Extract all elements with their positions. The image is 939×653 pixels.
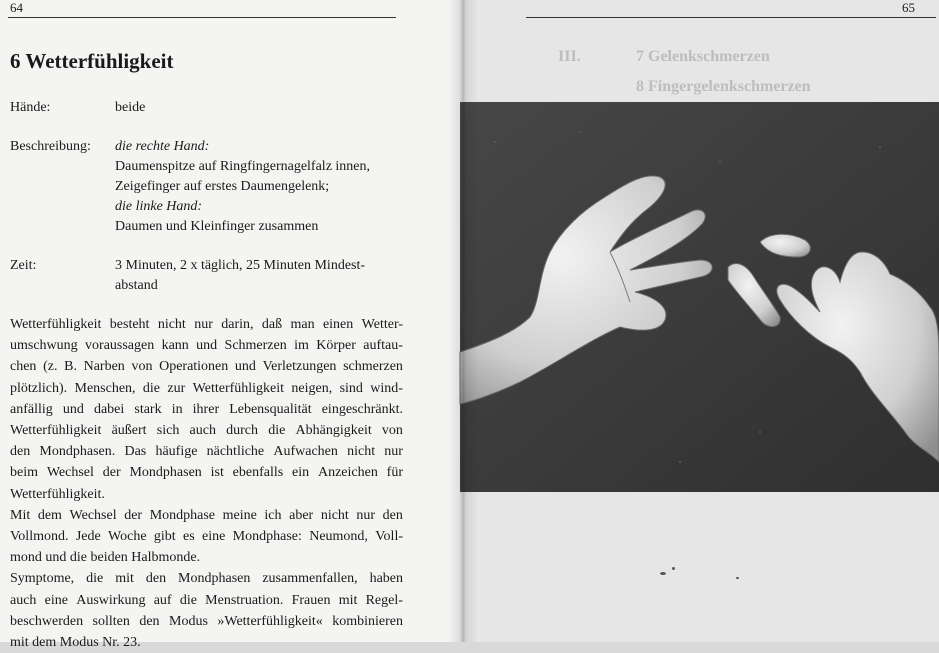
field-beschreibung-label: Beschreibung: (10, 139, 91, 154)
left-hand-line: Daumen und Kleinfinger zusammen (115, 219, 319, 234)
page-speck (660, 572, 666, 575)
left-header-rule (8, 17, 396, 18)
body-line: chen (z. B. Narben von Operationen und Verletzungen schmerzen (10, 359, 403, 375)
body-line: Mit dem Wechsel der Mondphase meine ich aber nicht nur den (10, 507, 403, 523)
hands-illustration (460, 102, 939, 492)
bleed-through-text: 7 Gelenkschmerzen (636, 48, 770, 65)
left-hand-heading: die linke Hand: (115, 199, 203, 214)
body-line: Wetterfühligkeit. (10, 486, 105, 502)
field-beschreibung-value (115, 137, 415, 237)
body-line: Wetterfühligkeit besteht nicht nur darin, daß man einen Wetter- (10, 317, 403, 332)
body-line: beschwerden sollten den Modus »Wetterfühligkeit« kombinieren (10, 613, 403, 629)
page-speck (672, 567, 675, 570)
field-zeit-label: Zeit: (10, 258, 37, 273)
body-line: umschwung voraussagen kann und Schmerzen im Körper auftau- (10, 338, 403, 354)
right-page (460, 0, 939, 642)
body-line: mit dem Modus Nr. 23. (10, 635, 141, 651)
field-haende-label: Hände: (10, 100, 51, 115)
body-line: beim Wechsel der Mondphasen ist ebenfalls ein Anzeichen für (10, 465, 403, 481)
body-line: auch eine Auswirkung auf die Menstruation. Frauen mit Regel- (10, 592, 403, 608)
body-line: den Mondphasen. Das häufige nächtliche Aufwachen nicht nur (10, 444, 403, 460)
field-haende-value: beide (115, 100, 146, 115)
field-zeit-value (115, 256, 415, 296)
bleed-through-text: III. (558, 48, 581, 65)
body-line: Vollmond. Jede Woche gibt es eine Mondphase: Neumond, Voll- (10, 529, 403, 545)
book-gutter (448, 0, 478, 642)
left-page-number: 64 (10, 0, 23, 15)
right-page-number: 65 (902, 0, 915, 15)
body-line: mond und die beiden Halbmonde. (10, 550, 201, 566)
left-page (0, 0, 460, 651)
right-hand-line: Daumenspitze auf Ringfingernagelfalz innen, (115, 159, 371, 174)
zeit-line: 3 Minuten, 2 x täglich, 25 Minuten Mindest- (115, 258, 366, 273)
right-hand-heading: die rechte Hand: (115, 139, 210, 154)
body-line: anfällig und dabei stark in ihrer Lebensqualität eingeschränkt. (10, 401, 403, 417)
hands-photo (460, 102, 939, 492)
right-header-rule (526, 17, 936, 18)
chapter-title: 6 Wetterfühligkeit (10, 49, 174, 73)
body-line: Symptome, die mit den Mondphasen zusammenfallen, haben (10, 571, 403, 587)
page-speck (736, 577, 739, 579)
zeit-line: abstand (115, 278, 158, 293)
right-hand-line: Zeigefinger auf erstes Daumengelenk; (115, 179, 330, 194)
body-text (10, 314, 403, 653)
body-line: Wetterfühligkeit äußert sich auch durch die Abhängigkeit von (10, 423, 403, 439)
bleed-through-text: 8 Fingergelenkschmerzen (636, 78, 811, 95)
body-line: plötzlich). Menschen, die zur Wetterfühligkeit neigen, sind wind- (10, 380, 403, 396)
